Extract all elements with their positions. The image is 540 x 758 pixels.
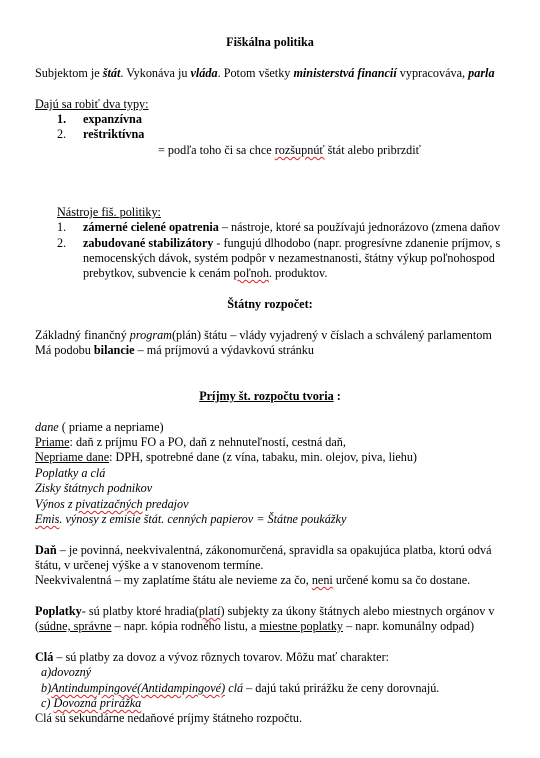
list-item: 1. expanzívna: [57, 112, 142, 126]
types-heading: Dajú sa robiť dva typy:: [35, 97, 149, 111]
list-item-continuation: prebytkov, subvencie k cenám poľnoh. produktov.: [83, 266, 328, 280]
revenue-item: Nepriame dane: DPH, spotrebné dane (z vína, tabaku, min. olejov, piva, liehu): [35, 450, 417, 464]
revenue-item: Výnos z pivatizačných predajov: [35, 497, 189, 511]
poplatky-paragraph-line: (súdne, správne – napr. kópia rodného listu, a miestne poplatky – napr. komunálny odpad): [35, 619, 475, 633]
budget-line: Má podobu bilancie – má príjmovú a výdavkovú stránku: [35, 343, 314, 357]
revenue-item: Zisky štátnych podnikov: [35, 481, 153, 495]
revenue-item: Priame: daň z príjmu FO a PO, daň z nehnuteľností, cestná daň,: [35, 435, 346, 449]
dan-paragraph: Daň – je povinná, neekvivalentná, zákonomurčená, spravidla sa opakujúca platba, ktorú odvá: [35, 543, 492, 557]
revenues-heading: Príjmy št. rozpočtu tvoria :: [199, 389, 341, 403]
cla-type-c: c) Dovozná prirážka: [41, 696, 142, 710]
budget-heading: Štátny rozpočet:: [227, 297, 313, 311]
budget-line: Základný finančný program(plán) štátu – vlády vyjadrený v číslach a schválený parlamentom: [35, 328, 492, 342]
intro-paragraph: Subjektom je štát. Vykonáva ju vláda. Potom všetky ministerstvá financií vypracováva, parla: [35, 66, 495, 80]
revenue-item: Emis. výnosy z emisie štát. cenných papierov = Štátne poukážky: [35, 512, 347, 526]
page-title: Fiškálna politika: [226, 35, 314, 49]
tools-heading: Nástroje fiš. politiky:: [57, 205, 161, 219]
list-item: 2. reštriktívna: [57, 127, 145, 141]
cla-type-b: b)Antindumpingové(Antidampingové) clá – dajú takú prirážku že ceny dorovnajú.: [41, 681, 440, 695]
dan-paragraph-line: Neekvivalentná – my zaplatíme štátu ale nevieme za čo, neni určené komu sa čo dostane.: [35, 573, 471, 587]
types-note: = podľa toho či sa chce rozšupnúť štát alebo pribrzdiť: [158, 143, 421, 157]
revenue-item: dane ( priame a nepriame): [35, 420, 164, 434]
list-item: 2. zabudované stabilizátory - fungujú dlhodobo (napr. progresívne zdanenie príjmov, s: [57, 236, 501, 250]
cla-paragraph: Clá – sú platby za dovoz a vývoz rôznych tovarov. Môžu mať charakter:: [35, 650, 390, 664]
poplatky-paragraph: Poplatky- sú platby ktoré hradia(platí) subjekty za úkony štátnych alebo miestnych orgánov v: [35, 604, 495, 618]
cla-type-a: a)dovozný: [41, 665, 92, 679]
cla-summary: Clá sú sekundárne nedaňové príjmy štátneho rozpočtu.: [35, 711, 303, 725]
list-item: 1. zámerné cielené opatrenia – nástroje, ktoré sa používajú jednorázovo (zmena daňov: [57, 220, 501, 234]
revenue-item: Poplatky a clá: [35, 466, 106, 480]
list-item-continuation: nemocenských dávok, systém podpôr v nezamestnanosti, štátny výkup poľnohospod: [83, 251, 495, 265]
dan-paragraph-line: štátu, v určenej výške a v stanovenom termíne.: [35, 558, 264, 572]
